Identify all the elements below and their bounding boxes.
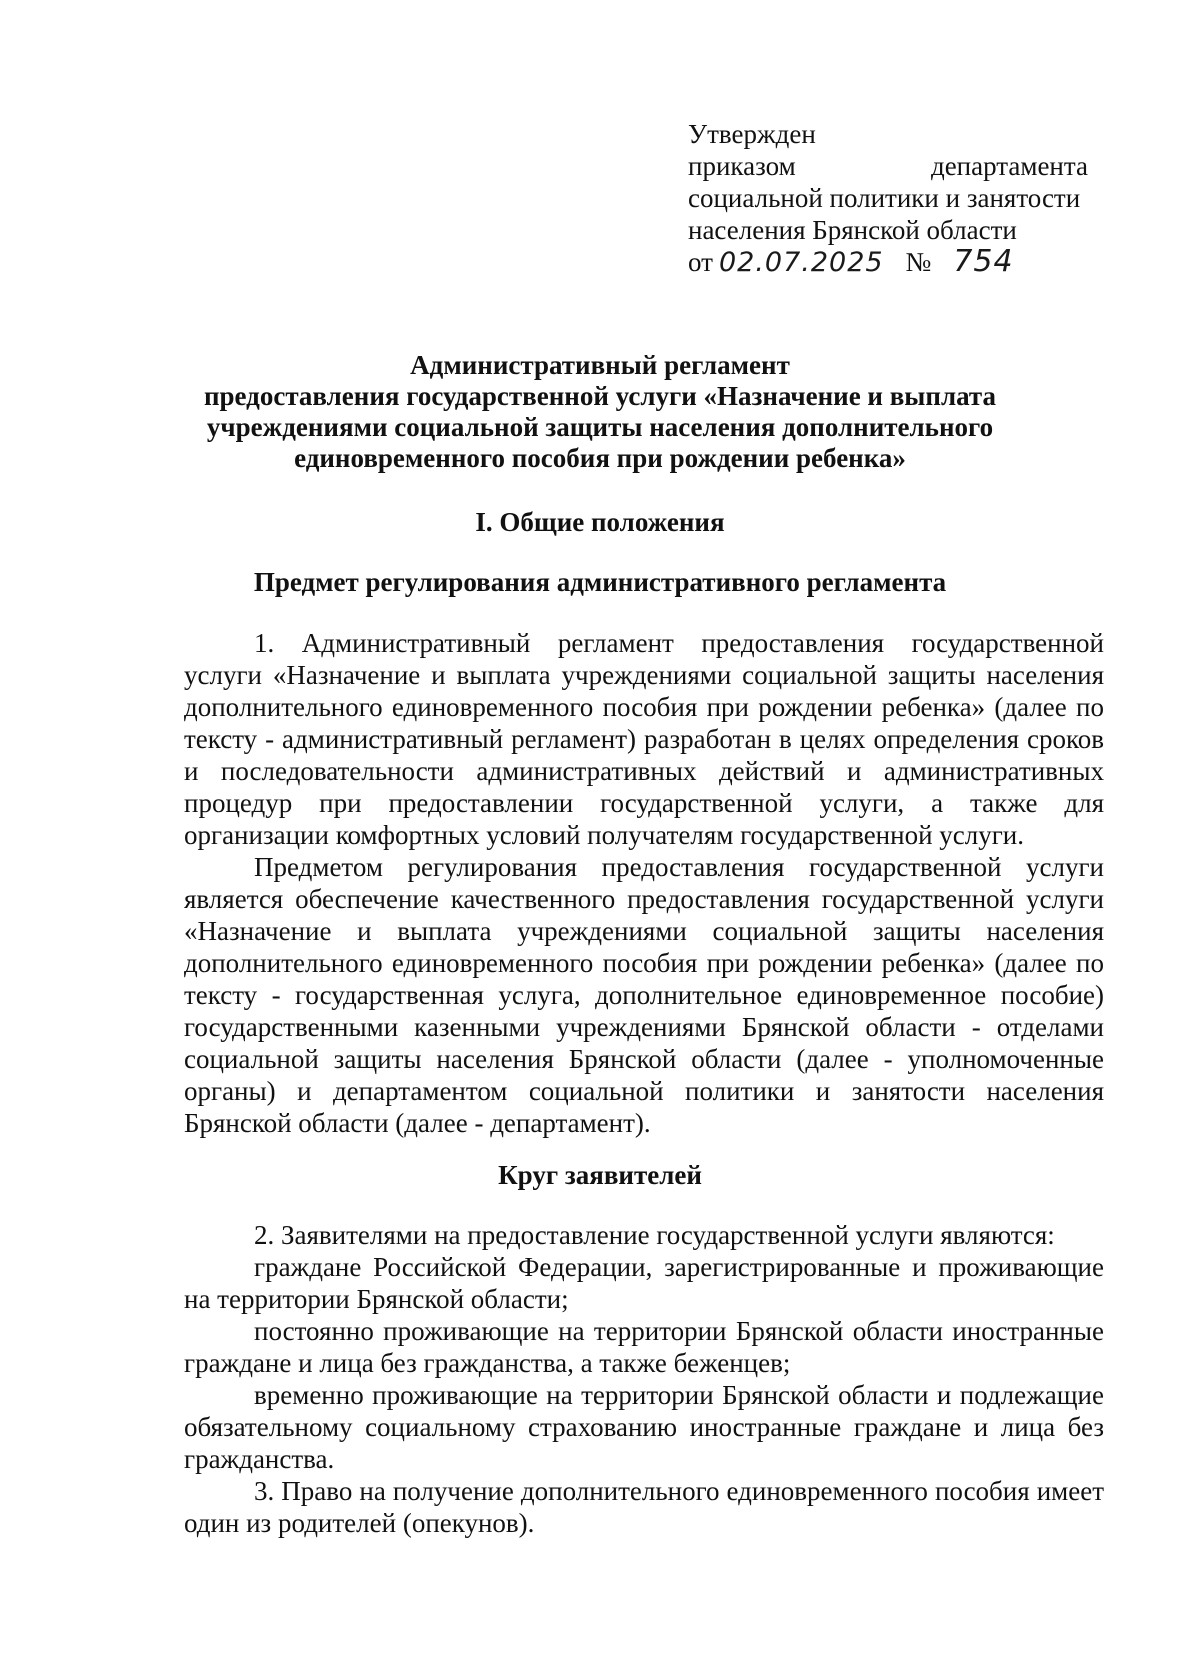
- paragraph: 1. Административный регламент предоставления государственной услуги «Назначение и выплата учреждениями социальной защиты населения дополнительного единовременного пособия при рождении ребенка» (далее по тексту - административный регламент) разработан в целях определения сроков и последовательности административных действий и административных процедур при предоставлении государственной услуги, а также для организации комфортных условий получателям государственной услуги.: [184, 628, 1104, 850]
- title-line-1: Административный регламент: [410, 350, 790, 380]
- approval-date-prefix: от: [688, 247, 713, 277]
- title-line-3: учреждениями социальной защиты населения дополнительного: [206, 412, 994, 442]
- approval-block: [688, 118, 1088, 279]
- paragraph: временно проживающие на территории Брянской области и подлежащие обязательному социальному страхованию иностранные граждане и лица без гражданства.: [184, 1380, 1104, 1474]
- section-1-body: [184, 627, 1104, 1139]
- paragraph: 2. Заявителями на предоставление государственной услуги являются:: [254, 1220, 1055, 1250]
- approval-department-word: департамента: [930, 151, 1088, 181]
- section-heading-general: I. Общие положения: [475, 507, 725, 537]
- document-title: [0, 350, 1200, 474]
- subsection-heading-subject: Предмет регулирования административного регламента: [253, 567, 947, 597]
- approval-line-policy: социальной политики и занятости: [688, 183, 1081, 213]
- handwritten-date: 02.07.2025: [718, 247, 884, 278]
- approval-line-region: населения Брянской области: [688, 215, 1017, 245]
- approval-line-order: [688, 150, 1088, 182]
- paragraph: Предметом регулирования предоставления государственной услуги является обеспечение качественного предоставления государственной услуги «Назначение и выплата учреждениями социальной защиты населения дополнительного единовременного пособия при рождении ребенка» (далее по тексту - государственная услуга, дополнительное единовременное пособие) государственными казенными учреждениями Брянской области - отделами социальной защиты населения Брянской области (далее - уполномоченные органы) и департаментом социальной политики и занятости населения Брянской области (далее - департамент).: [184, 852, 1104, 1138]
- paragraph: 3. Право на получение дополнительного единовременного пособия имеет один из родителей (опекунов).: [184, 1476, 1104, 1538]
- subsection-heading-applicants: Круг заявителей: [498, 1160, 702, 1190]
- title-line-4: единовременного пособия при рождении ребенка»: [294, 443, 906, 473]
- approval-date-line: [688, 246, 1088, 279]
- applicants-body: [184, 1219, 1104, 1539]
- approval-order-word: приказом: [688, 151, 796, 181]
- paragraph: постоянно проживающие на территории Брянской области иностранные граждане и лица без гражданства, а также беженцев;: [184, 1316, 1104, 1378]
- title-line-2: предоставления государственной услуги «Назначение и выплата: [203, 381, 996, 411]
- handwritten-number: 754: [953, 244, 1014, 279]
- number-sign: №: [905, 247, 932, 277]
- approval-line-approved: Утвержден: [688, 119, 816, 149]
- paragraph: граждане Российской Федерации, зарегистрированные и проживающие на территории Брянской области;: [184, 1252, 1104, 1314]
